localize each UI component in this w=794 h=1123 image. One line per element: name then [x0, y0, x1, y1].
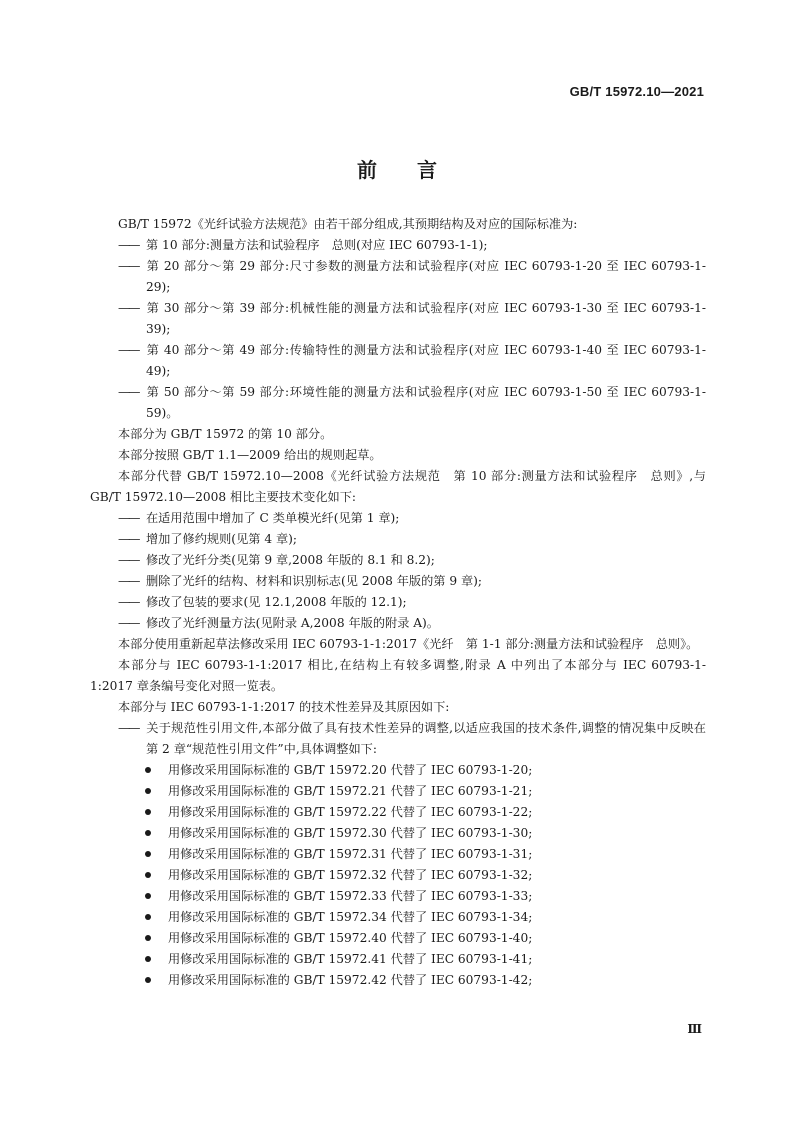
bullet-list-item: [90, 907, 706, 928]
dash-list-item: [90, 235, 706, 256]
em-dash-marker: ——: [118, 721, 139, 735]
dash-list-item: [90, 550, 706, 571]
bullet-dot-icon: [145, 956, 151, 962]
bullet-list-item-text: 用修改采用国际标准的 GB/T 15972.21 代替了 IEC 60793-1-21;: [168, 784, 533, 798]
em-dash-marker: ——: [118, 595, 139, 609]
dash-list-item: [90, 718, 706, 760]
paragraph: GB/T 15972《光纤试验方法规范》由若干部分组成,其预期结构及对应的国际标准为:: [118, 217, 578, 231]
em-dash-marker: ——: [118, 532, 139, 546]
em-dash-marker: ——: [118, 259, 139, 273]
bullet-dot-icon: [145, 788, 151, 794]
bullet-dot-icon: [145, 767, 151, 773]
dash-list-item-text: 删除了光纤的结构、材料和识别标志(见 2008 年版的第 9 章);: [146, 574, 483, 588]
bullet-list-item: [90, 802, 706, 823]
dash-list-item: [90, 529, 706, 550]
bullet-list-item-text: 用修改采用国际标准的 GB/T 15972.33 代替了 IEC 60793-1-33;: [168, 889, 533, 903]
bullet-list-item: [90, 970, 706, 991]
document-body: [90, 214, 706, 991]
bullet-list-item: [90, 928, 706, 949]
bullet-dot-icon: [145, 914, 151, 920]
standard-code: GB/T 15972.10—2021: [569, 84, 704, 99]
em-dash-marker: ——: [118, 553, 139, 567]
bullet-list-item-text: 用修改采用国际标准的 GB/T 15972.40 代替了 IEC 60793-1-40;: [168, 931, 533, 945]
dash-list-item-text: 第 20 部分～第 29 部分:尺寸参数的测量方法和试验程序(对应 IEC 60793-1-20 至 IEC 60793-1-29);: [146, 259, 706, 294]
bullet-list-item: [90, 949, 706, 970]
dash-list-item-text: 增加了修约规则(见第 4 章);: [146, 532, 297, 546]
em-dash-marker: ——: [118, 238, 139, 252]
bullet-list-item-text: 用修改采用国际标准的 GB/T 15972.41 代替了 IEC 60793-1-41;: [168, 952, 533, 966]
em-dash-marker: ——: [118, 343, 139, 357]
paragraph: 本部分代替 GB/T 15972.10—2008《光纤试验方法规范 第 10 部分:测量方法和试验程序 总则》,与 GB/T 15972.10—2008 相比主要技术变化如下:: [90, 469, 706, 504]
dash-list-item-text: 修改了光纤测量方法(见附录 A,2008 年版的附录 A)。: [146, 616, 439, 630]
dash-list-item-text: 关于规范性引用文件,本部分做了具有技术性差异的调整,以适应我国的技术条件,调整的情况集中反映在第 2 章“规范性引用文件”中,具体调整如下:: [146, 721, 706, 756]
bullet-list-item-text: 用修改采用国际标准的 GB/T 15972.34 代替了 IEC 60793-1-34;: [168, 910, 533, 924]
bullet-list-item: [90, 865, 706, 886]
dash-list-item: [90, 592, 706, 613]
bullet-list-item: [90, 886, 706, 907]
dash-list-item-text: 第 10 部分:测量方法和试验程序 总则(对应 IEC 60793-1-1);: [146, 238, 488, 252]
dash-list-item-text: 修改了包装的要求(见 12.1,2008 年版的 12.1);: [146, 595, 407, 609]
em-dash-marker: ——: [118, 574, 139, 588]
paragraph: 本部分使用重新起草法修改采用 IEC 60793-1-1:2017《光纤 第 1-1 部分:测量方法和试验程序 总则》。: [118, 637, 699, 651]
em-dash-marker: ——: [118, 385, 139, 399]
dash-list-item-text: 第 50 部分～第 59 部分:环境性能的测量方法和试验程序(对应 IEC 60793-1-50 至 IEC 60793-1-59)。: [146, 385, 706, 420]
dash-list-item: [90, 298, 706, 340]
em-dash-marker: ——: [118, 301, 139, 315]
bullet-dot-icon: [145, 893, 151, 899]
bullet-list-item: [90, 781, 706, 802]
dash-list-item-text: 第 40 部分～第 49 部分:传输特性的测量方法和试验程序(对应 IEC 60793-1-40 至 IEC 60793-1-49);: [146, 343, 706, 378]
bullet-dot-icon: [145, 977, 151, 983]
bullet-dot-icon: [145, 830, 151, 836]
dash-list-item: [90, 613, 706, 634]
bullet-dot-icon: [145, 872, 151, 878]
paragraph: 本部分为 GB/T 15972 的第 10 部分。: [118, 427, 333, 441]
page-title: 前言: [357, 158, 477, 182]
bullet-dot-icon: [145, 851, 151, 857]
bullet-dot-icon: [145, 935, 151, 941]
bullet-list-item-text: 用修改采用国际标准的 GB/T 15972.30 代替了 IEC 60793-1-30;: [168, 826, 533, 840]
bullet-list-item: [90, 823, 706, 844]
bullet-list-item: [90, 844, 706, 865]
dash-list-item: [90, 571, 706, 592]
paragraph: 本部分与 IEC 60793-1-1:2017 的技术性差异及其原因如下:: [118, 700, 450, 714]
em-dash-marker: ——: [118, 616, 139, 630]
bullet-list-item: [90, 760, 706, 781]
dash-list-item: [90, 382, 706, 424]
page-number: Ⅲ: [687, 1022, 702, 1036]
dash-list-item: [90, 340, 706, 382]
bullet-list-item-text: 用修改采用国际标准的 GB/T 15972.20 代替了 IEC 60793-1-20;: [168, 763, 533, 777]
paragraph: 本部分按照 GB/T 1.1—2009 给出的规则起草。: [118, 448, 382, 462]
bullet-list-item-text: 用修改采用国际标准的 GB/T 15972.32 代替了 IEC 60793-1-32;: [168, 868, 533, 882]
dash-list-item-text: 第 30 部分～第 39 部分:机械性能的测量方法和试验程序(对应 IEC 60793-1-30 至 IEC 60793-1-39);: [146, 301, 706, 336]
dash-list-item: [90, 508, 706, 529]
bullet-list-item-text: 用修改采用国际标准的 GB/T 15972.42 代替了 IEC 60793-1-42;: [168, 973, 533, 987]
em-dash-marker: ——: [118, 511, 139, 525]
dash-list-item-text: 修改了光纤分类(见第 9 章,2008 年版的 8.1 和 8.2);: [146, 553, 435, 567]
dash-list-item: [90, 256, 706, 298]
paragraph: 本部分与 IEC 60793-1-1:2017 相比,在结构上有较多调整,附录 A 中列出了本部分与 IEC 60793-1-1:2017 章条编号变化对照一览表。: [90, 658, 706, 693]
dash-list-item-text: 在适用范围中增加了 C 类单模光纤(见第 1 章);: [146, 511, 400, 525]
bullet-list-item-text: 用修改采用国际标准的 GB/T 15972.31 代替了 IEC 60793-1-31;: [168, 847, 533, 861]
bullet-dot-icon: [145, 809, 151, 815]
bullet-list-item-text: 用修改采用国际标准的 GB/T 15972.22 代替了 IEC 60793-1-22;: [168, 805, 533, 819]
